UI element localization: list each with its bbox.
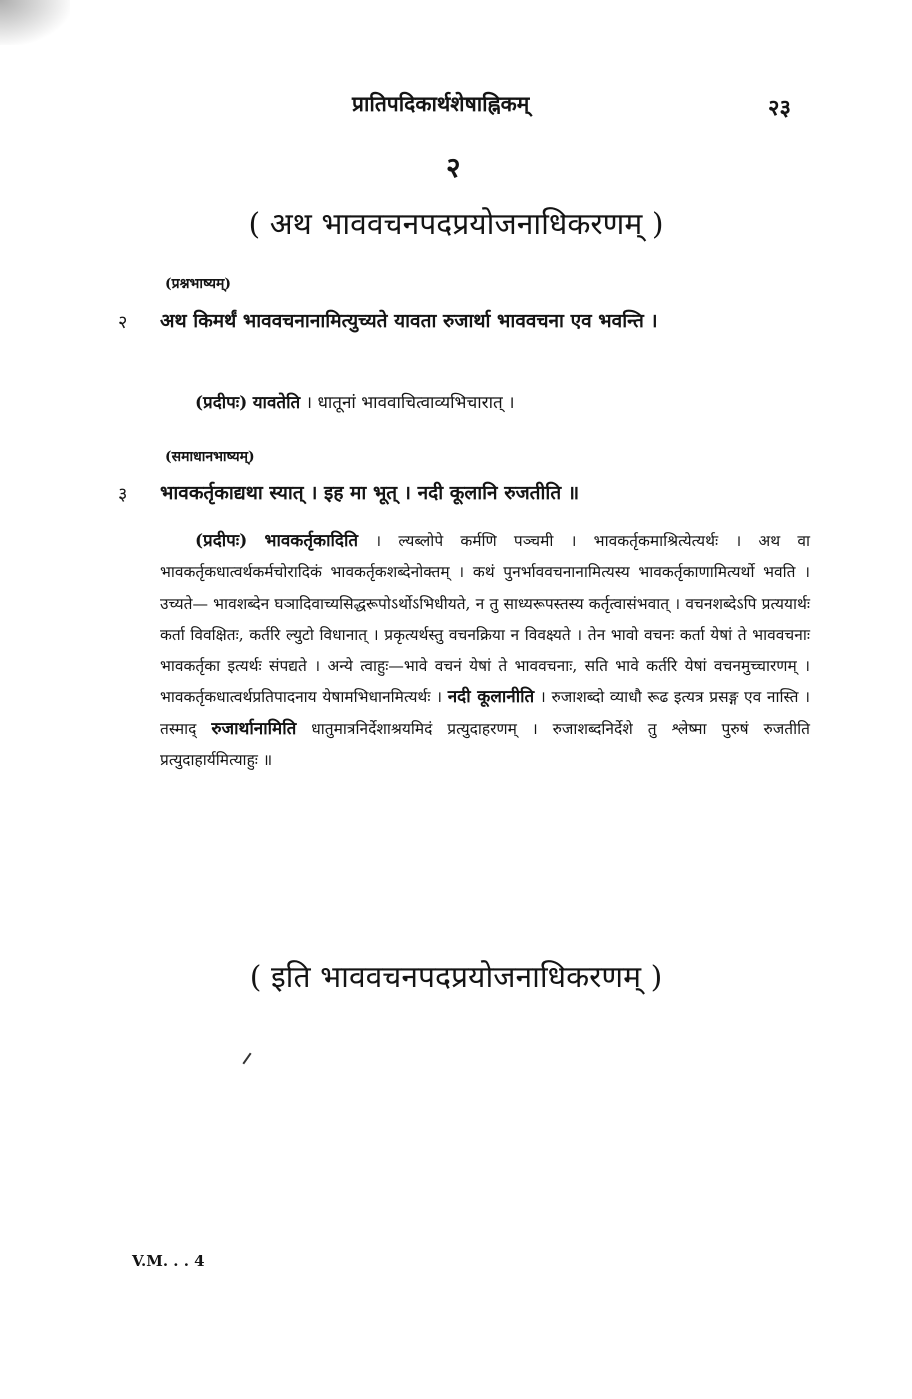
running-title: प्रातिपदिकार्थशेषाह्निकम् bbox=[352, 91, 530, 116]
adhikarana-end-title: ( इति भाववचनपदप्रयोजनाधिकरणम् ) bbox=[249, 960, 663, 995]
samadhana-bhashya-text: भावकर्तृकाद्यथा स्यात् । इह मा भूत् । नदी कूलानि रुजतीति ॥ bbox=[160, 482, 580, 504]
adhikarana-start-title: ( अथ भाववचनपदप्रयोजनाधिकरणम् ) bbox=[248, 207, 664, 242]
samadhana-bhashya-label: (समाधानभाष्यम्) bbox=[165, 449, 255, 465]
pradipa-comment-1 bbox=[195, 390, 515, 413]
commentary-emphasis-1: नदी कूलानीति bbox=[447, 687, 535, 708]
passage-number-3: ३ bbox=[118, 484, 128, 505]
pradipa-label: (प्रदीपः) bbox=[195, 531, 248, 551]
scan-corner-shading bbox=[0, 0, 70, 45]
prashna-bhashya-label: (प्रश्नभाष्यम्) bbox=[165, 276, 232, 292]
passage-number-2: २ bbox=[118, 312, 128, 333]
stray-ink-mark bbox=[242, 1053, 251, 1065]
prashna-bhashya-text: अथ किमर्थं भाववचनानामित्युच्यते यावता रुजार्था भाववचना एव भवन्ति । bbox=[160, 310, 658, 332]
pradipa-label: (प्रदीपः) bbox=[195, 393, 248, 413]
page-number: २३ bbox=[768, 95, 791, 121]
pradipa-comment-2 bbox=[160, 526, 810, 776]
commentary-emphasis-2: रुजार्थानामिति bbox=[211, 718, 297, 739]
commentary-part-2: । रुजाशब्दो व्याधौ रूढ इत्यत्र प्रसङ्ग एव नास्ति । तस्माद् bbox=[160, 688, 810, 738]
pradipa-lemma: यावतेति bbox=[252, 393, 301, 413]
commentary-part-1: । ल्यब्लोपे कर्मणि पञ्चमी । भावकर्तृकमाश्रित्येत्यर्थः । अथ वा भावकर्तृकधात्वर्थकर्मचोरादिकं भावकर्तृकशब्देनोक्तम् । कथं पुनर्भाववचनानामित्यस्य भावकर्तृकाणामित्यर्थो भवति । उच्यते— भावशब्देन घञादिवाच्यसिद्धरूपोऽर्थोऽभिधीयते, न तु साध्यरूपस्तस्य कर्तृत्वासंभवात् । वचनशब्देऽपि प्रत्ययार्थः कर्ता विवक्षितः, कर्तरि ल्युटो विधानात् । प्रकृत्यर्थस्तु वचनक्रिया न विवक्ष्यते । तेन भावो वचनः कर्ता येषां ते भाववचनाः भावकर्तृका इत्यर्थः संपद्यते । अन्ये त्वाहुः—भावे वचनं येषां ते भाववचनाः, सति भावे कर्तरि येषां वचनमुच्चारणम् । भावकर्तृकधात्वर्थप्रतिपादनाय येषामभिधानमित्यर्थः । bbox=[160, 532, 810, 707]
section-number: २ bbox=[446, 151, 461, 184]
pradipa-lemma: भावकर्तृकादिति bbox=[264, 531, 359, 551]
printer-signature-mark: V.M. . . 4 bbox=[132, 1252, 205, 1270]
commentary-part-3: धातुमात्रनिर्देशाश्रयमिदं प्रत्युदाहरणम् । रुजाशब्दनिर्देशे तु श्लेष्मा पुरुषं रुजतीति प्रत्युदाहार्यमित्याहुः ॥ bbox=[160, 719, 810, 770]
pradipa-gloss: । धातूनां भाववाचित्वाव्यभिचारात् । bbox=[305, 393, 515, 413]
